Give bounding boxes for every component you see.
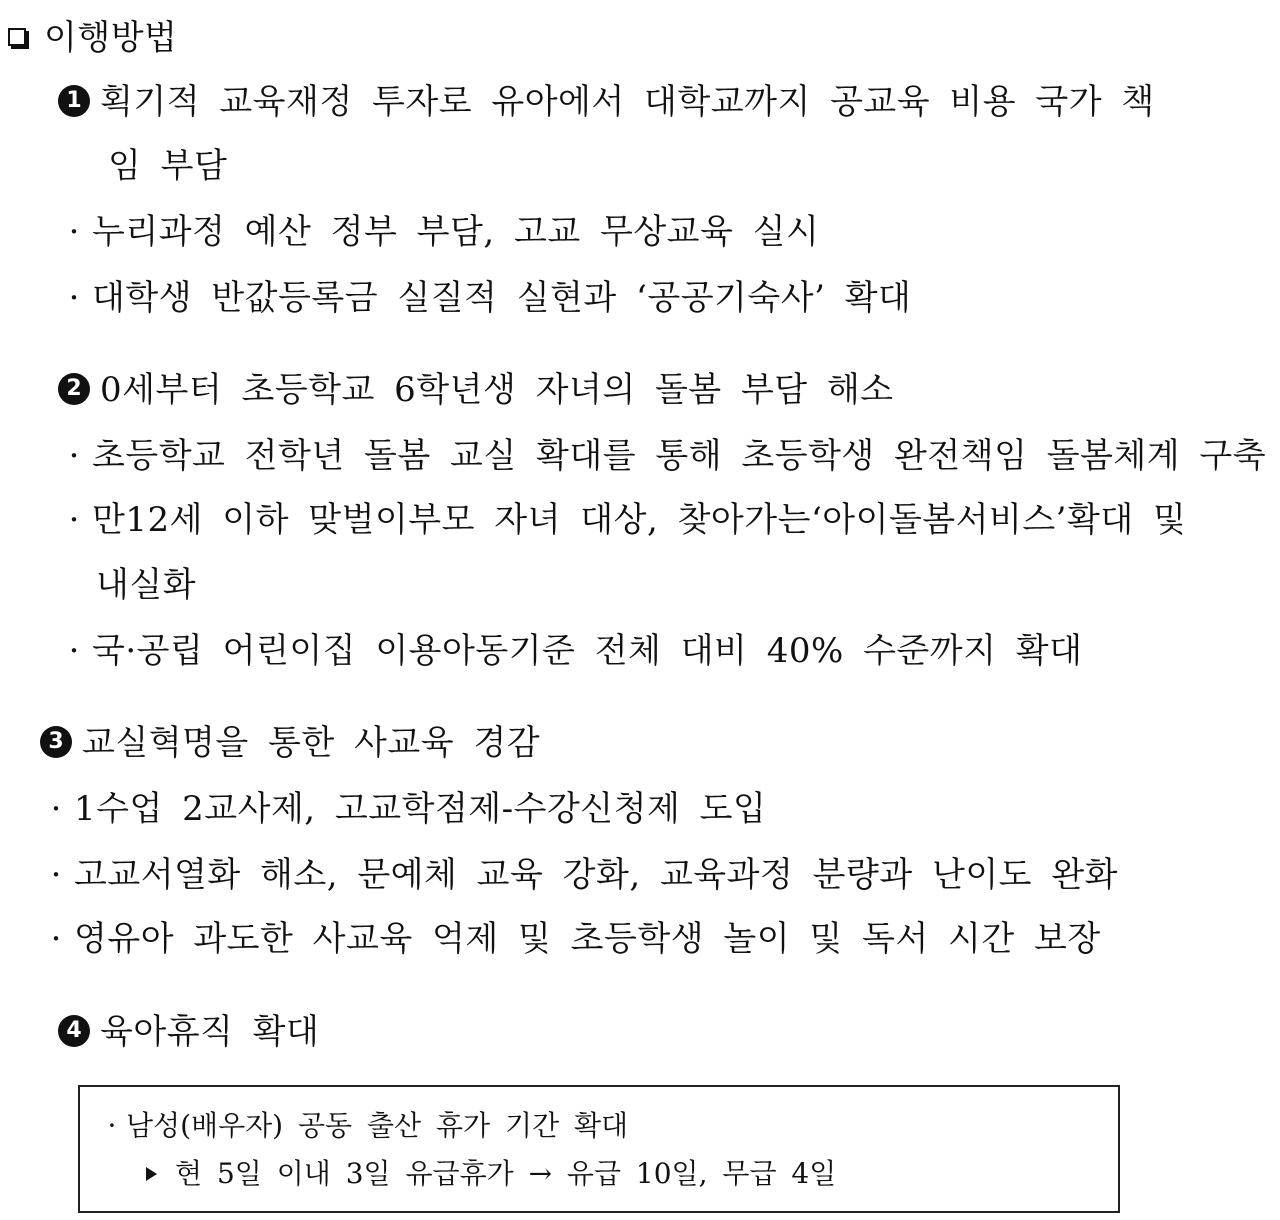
bullet-dot: · [68,500,80,540]
section-title: 이행방법 [44,18,178,58]
item-2-bullet-2 [64,500,1186,540]
box-sub-line [146,1157,836,1191]
item-2-heading [58,370,894,410]
bullet-dot: · [68,436,80,476]
bullet-dot: · [50,855,62,895]
item-3-bullet-1 [46,789,766,829]
bullet-dot: · [68,278,80,318]
bullet-dot: · [107,1109,117,1142]
item-2-title: 0세부터 초등학교 6학년생 자녀의 돌봄 부담 해소 [100,370,894,410]
item-2-bullet-1 [64,436,1266,476]
item-1-bullet-2 [64,278,911,318]
item-1-bullet-2-text: 대학생 반값등록금 실질적 실현과 ‘공공기숙사’ 확대 [92,278,912,318]
item-3-title: 교실혁명을 통한 사교육 경감 [82,723,541,763]
triangle-right-icon [146,1167,157,1181]
item-2-bullet-2-continuation: 내실화 [96,565,197,605]
item-4-heading [58,1012,319,1052]
item-1-title-line1: 획기적 교육재정 투자로 유아에서 대학교까지 공교육 비용 국가 책 [100,82,1155,122]
number-3-icon: 3 [40,726,72,758]
item-4-title: 육아휴직 확대 [100,1012,320,1052]
bullet-dot: · [50,919,62,959]
item-3-bullet-1-text: 1수업 2교사제, 고교학점제-수강신청제 도입 [74,789,767,829]
box-line-1: 남성(배우자) 공동 출산 휴가 기간 확대 [126,1109,629,1142]
number-4-icon: 4 [58,1015,90,1047]
item-4-detail-box [78,1085,1120,1213]
section-heading [8,18,177,58]
bullet-dot: · [50,789,62,829]
number-1-icon: 1 [58,85,90,117]
checkbox-square-icon [8,28,26,46]
item-1-bullet-1-text: 누리과정 예산 정부 부담, 고교 무상교육 실시 [92,212,820,252]
item-2-bullet-3 [64,631,1082,671]
item-1-title-line2: 임 부담 [108,146,228,186]
item-1-bullet-1 [64,212,819,252]
item-3-bullet-3-text: 영유아 과도한 사교육 억제 및 초등학생 놀이 및 독서 시간 보장 [74,919,1101,959]
bullet-dot: · [68,212,80,252]
item-3-bullet-2 [46,855,1118,895]
item-2-bullet-1-text: 초등학교 전학년 돌봄 교실 확대를 통해 초등학생 완전책임 돌봄체계 구축 [92,436,1267,476]
item-3-heading [40,723,540,763]
item-3-bullet-3 [46,919,1101,959]
box-bullet-line [104,1109,628,1143]
bullet-dot: · [68,631,80,671]
item-2-bullet-2-text: 만12세 이하 맞벌이부모 자녀 대상, 찾아가는‘아이돌봄서비스’확대 및 [92,500,1187,540]
box-line-2: 현 5일 이내 3일 유급휴가 → 유급 10일, 무급 4일 [175,1157,837,1190]
number-2-icon: 2 [58,373,90,405]
item-2-bullet-3-text: 국·공립 어린이집 이용아동기준 전체 대비 40% 수준까지 확대 [92,631,1083,671]
item-1-heading [58,82,1155,122]
item-3-bullet-2-text: 고교서열화 해소, 문예체 교육 강화, 교육과정 분량과 난이도 완화 [74,855,1119,895]
